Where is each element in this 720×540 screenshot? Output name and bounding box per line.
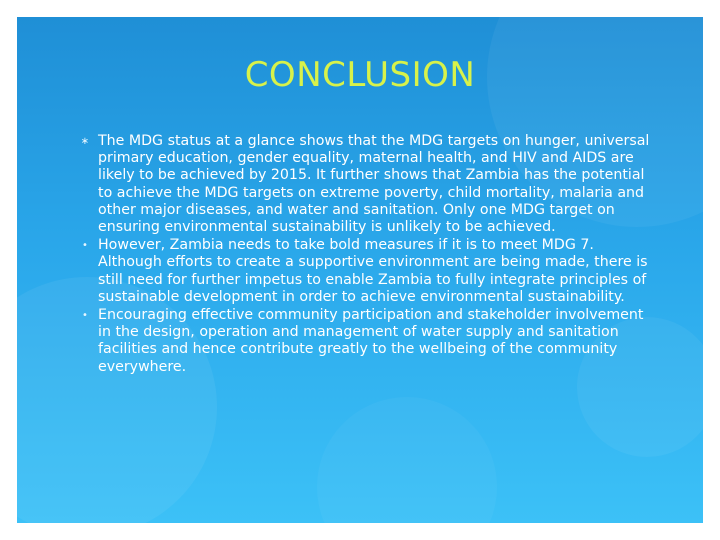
decorative-bubble (317, 397, 497, 523)
bullet-item (78, 133, 658, 236)
bullet-item (78, 237, 658, 306)
asterisk-bullet-icon: ∗ (80, 136, 90, 147)
slide-title: CONCLUSION (244, 55, 476, 95)
dot-bullet-icon: • (82, 310, 88, 322)
bullet-text: Encouraging effective community participation and stakeholder involvement in the design, operation and management of water supply and sanitation facilities and hence contribute greatly to the wellbeing of the community everywhere. (98, 307, 644, 375)
dot-bullet-icon: • (82, 240, 88, 252)
bullet-item (78, 307, 658, 376)
bullet-text: However, Zambia needs to take bold measures if it is to meet MDG 7. Although efforts to create a supportive environment are being made, there is still need for further impetus to enable Zambia to fully integrate principles of sustainable development in order to achieve environmental sustainability. (98, 237, 648, 305)
bullet-list (78, 133, 658, 377)
bullet-text: The MDG status at a glance shows that the MDG targets on hunger, universal primary education, gender equality, maternal health, and HIV and AIDS are likely to be achieved by 2015. It further shows that Zambia has the potential to achieve the MDG targets on extreme poverty, child mortality, malaria and other major diseases, and water and sanitation. Only one MDG target on ensuring environmental sustainability is unlikely to be achieved. (98, 133, 650, 236)
